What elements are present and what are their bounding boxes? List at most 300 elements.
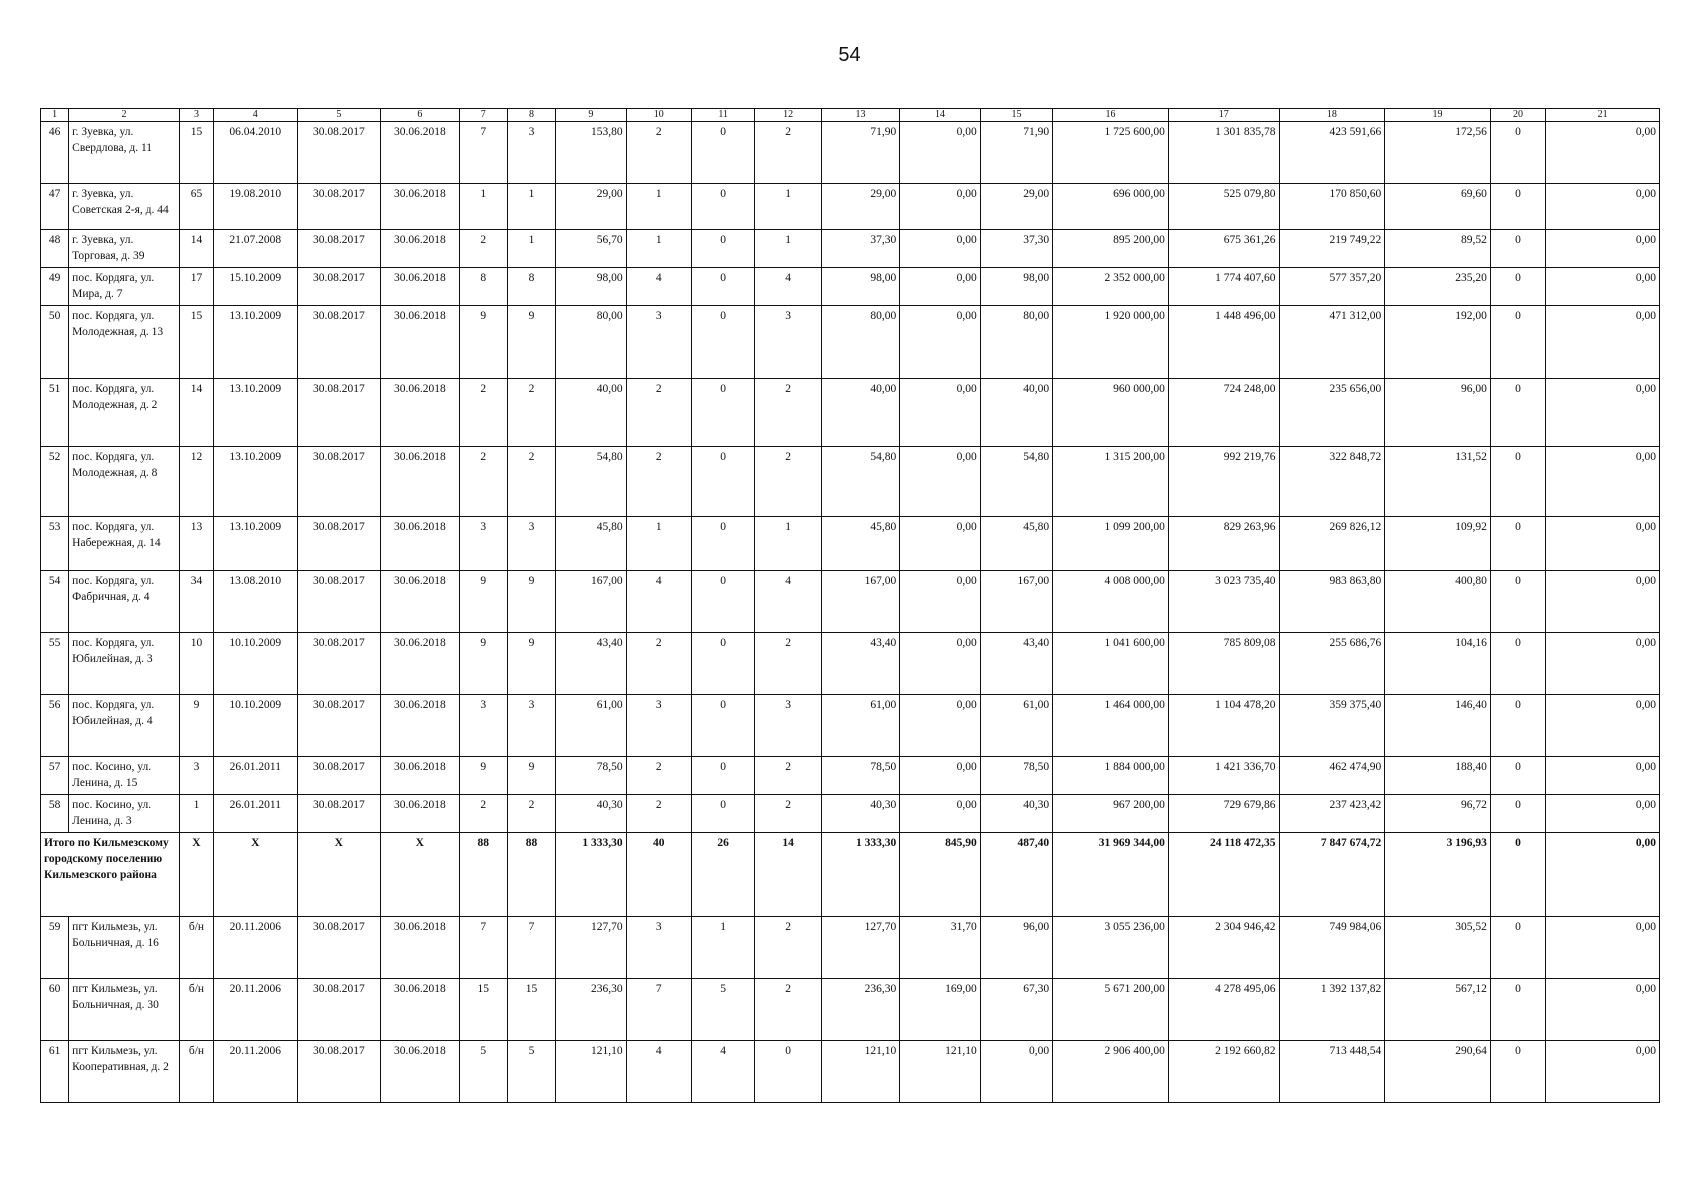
total-amount-col-19: 3 196,93: [1385, 833, 1491, 917]
count-col-7-cell: 3: [459, 517, 507, 571]
count-col-12-cell: 3: [755, 306, 821, 379]
count-col-12-cell: 2: [755, 979, 821, 1041]
count-col-7-cell: 7: [459, 917, 507, 979]
count-col-11-cell: 4: [691, 1041, 754, 1103]
commissioning-date-cell: 10.10.2009: [214, 695, 298, 757]
amount-col-21-cell: 0,00: [1546, 122, 1660, 184]
count-col-10-cell: 3: [626, 917, 691, 979]
building-number-cell: 14: [179, 230, 213, 268]
total-count-col-12: 14: [755, 833, 821, 917]
area-col-9-cell: 153,80: [556, 122, 626, 184]
count-col-8-cell: 3: [507, 695, 555, 757]
row-number-cell: 51: [41, 379, 69, 447]
date-col-6-cell: 30.06.2018: [381, 633, 459, 695]
amount-col-17-cell: 1 301 835,78: [1168, 122, 1279, 184]
count-col-8-cell: 15: [507, 979, 555, 1041]
area-col-13-cell: 71,90: [821, 122, 899, 184]
amount-col-17-cell: 729 679,86: [1168, 795, 1279, 833]
row-number-cell: 60: [41, 979, 69, 1041]
commissioning-date-cell: 13.08.2010: [214, 571, 298, 633]
total-count-col-10: 40: [626, 833, 691, 917]
area-col-9-cell: 45,80: [556, 517, 626, 571]
count-col-8-cell: 9: [507, 633, 555, 695]
amount-col-16-cell: 2 906 400,00: [1053, 1041, 1169, 1103]
count-col-8-cell: 7: [507, 917, 555, 979]
commissioning-date-cell: 21.07.2008: [214, 230, 298, 268]
count-col-10-cell: 1: [626, 517, 691, 571]
building-number-cell: 13: [179, 517, 213, 571]
date-col-6-cell: 30.06.2018: [381, 230, 459, 268]
count-col-11-cell: 0: [691, 184, 754, 230]
amount-col-18-cell: 577 357,20: [1279, 268, 1385, 306]
area-col-15-cell: 67,30: [980, 979, 1052, 1041]
count-col-12-cell: 1: [755, 184, 821, 230]
area-col-9-cell: 236,30: [556, 979, 626, 1041]
address-cell: пос. Кордяга, ул. Фабричная, д. 4: [69, 571, 180, 633]
count-col-8-cell: 9: [507, 571, 555, 633]
date-col-5-cell: 30.08.2017: [297, 695, 381, 757]
count-col-11-cell: 0: [691, 230, 754, 268]
area-col-15-cell: 40,00: [980, 379, 1052, 447]
count-col-20-cell: 0: [1490, 979, 1545, 1041]
area-col-13-cell: 43,40: [821, 633, 899, 695]
address-cell: пос. Кордяга, ул. Молодежная, д. 8: [69, 447, 180, 517]
count-col-11-cell: 5: [691, 979, 754, 1041]
amount-col-16-cell: 1 725 600,00: [1053, 122, 1169, 184]
amount-col-21-cell: 0,00: [1546, 571, 1660, 633]
area-col-14-cell: 121,10: [900, 1041, 980, 1103]
count-col-20-cell: 0: [1490, 757, 1545, 795]
address-cell: пос. Кордяга, ул. Молодежная, д. 13: [69, 306, 180, 379]
count-col-7-cell: 9: [459, 757, 507, 795]
amount-col-16-cell: 3 055 236,00: [1053, 917, 1169, 979]
amount-col-18-cell: 423 591,66: [1279, 122, 1385, 184]
amount-col-18-cell: 359 375,40: [1279, 695, 1385, 757]
area-col-14-cell: 0,00: [900, 184, 980, 230]
area-col-14-cell: 0,00: [900, 517, 980, 571]
date-col-6-cell: 30.06.2018: [381, 1041, 459, 1103]
area-col-13-cell: 45,80: [821, 517, 899, 571]
count-col-10-cell: 3: [626, 695, 691, 757]
amount-col-21-cell: 0,00: [1546, 795, 1660, 833]
amount-col-21-cell: 0,00: [1546, 1041, 1660, 1103]
amount-col-19-cell: 109,92: [1385, 517, 1491, 571]
count-col-8-cell: 1: [507, 230, 555, 268]
commissioning-date-cell: 26.01.2011: [214, 757, 298, 795]
count-col-7-cell: 1: [459, 184, 507, 230]
count-col-11-cell: 0: [691, 447, 754, 517]
commissioning-date-cell: 19.08.2010: [214, 184, 298, 230]
table-row: [41, 757, 1660, 795]
commissioning-date-cell: 26.01.2011: [214, 795, 298, 833]
building-number-cell: 12: [179, 447, 213, 517]
amount-col-19-cell: 567,12: [1385, 979, 1491, 1041]
count-col-20-cell: 0: [1490, 122, 1545, 184]
date-col-6-cell: 30.06.2018: [381, 379, 459, 447]
column-number-header: 18: [1279, 109, 1385, 122]
area-col-14-cell: 0,00: [900, 230, 980, 268]
row-number-cell: 58: [41, 795, 69, 833]
count-col-7-cell: 8: [459, 268, 507, 306]
count-col-10-cell: 2: [626, 379, 691, 447]
row-number-cell: 61: [41, 1041, 69, 1103]
building-number-cell: 10: [179, 633, 213, 695]
date-col-5-cell: 30.08.2017: [297, 633, 381, 695]
address-cell: пгт Кильмезь, ул. Больничная, д. 16: [69, 917, 180, 979]
count-col-7-cell: 7: [459, 122, 507, 184]
date-col-6-cell: 30.06.2018: [381, 571, 459, 633]
count-col-11-cell: 0: [691, 268, 754, 306]
row-number-cell: 54: [41, 571, 69, 633]
count-col-8-cell: 3: [507, 517, 555, 571]
building-number-cell: б/н: [179, 917, 213, 979]
count-col-7-cell: 2: [459, 379, 507, 447]
table-row: [41, 917, 1660, 979]
area-col-13-cell: 121,10: [821, 1041, 899, 1103]
amount-col-19-cell: 96,00: [1385, 379, 1491, 447]
table-row: [41, 795, 1660, 833]
date-col-5-cell: 30.08.2017: [297, 230, 381, 268]
amount-col-16-cell: 1 315 200,00: [1053, 447, 1169, 517]
amount-col-21-cell: 0,00: [1546, 695, 1660, 757]
row-number-cell: 46: [41, 122, 69, 184]
column-number-header: 19: [1385, 109, 1491, 122]
total-area-col-15: 487,40: [980, 833, 1052, 917]
count-col-12-cell: 2: [755, 379, 821, 447]
address-cell: г. Зуевка, ул. Торговая, д. 39: [69, 230, 180, 268]
amount-col-16-cell: 1 464 000,00: [1053, 695, 1169, 757]
area-col-15-cell: 29,00: [980, 184, 1052, 230]
total-building-number: X: [179, 833, 213, 917]
building-number-cell: б/н: [179, 1041, 213, 1103]
row-number-cell: 59: [41, 917, 69, 979]
count-col-11-cell: 0: [691, 633, 754, 695]
row-number-cell: 57: [41, 757, 69, 795]
commissioning-date-cell: 13.10.2009: [214, 517, 298, 571]
address-cell: пос. Косино, ул. Ленина, д. 15: [69, 757, 180, 795]
area-col-13-cell: 80,00: [821, 306, 899, 379]
commissioning-date-cell: 20.11.2006: [214, 1041, 298, 1103]
count-col-12-cell: 2: [755, 757, 821, 795]
count-col-20-cell: 0: [1490, 306, 1545, 379]
amount-col-16-cell: 1 920 000,00: [1053, 306, 1169, 379]
building-number-cell: 9: [179, 695, 213, 757]
date-col-6-cell: 30.06.2018: [381, 695, 459, 757]
area-col-13-cell: 29,00: [821, 184, 899, 230]
row-number-cell: 52: [41, 447, 69, 517]
area-col-15-cell: 40,30: [980, 795, 1052, 833]
area-col-15-cell: 45,80: [980, 517, 1052, 571]
amount-col-19-cell: 305,52: [1385, 917, 1491, 979]
count-col-12-cell: 2: [755, 795, 821, 833]
count-col-20-cell: 0: [1490, 571, 1545, 633]
area-col-14-cell: 0,00: [900, 379, 980, 447]
count-col-12-cell: 0: [755, 1041, 821, 1103]
date-col-6-cell: 30.06.2018: [381, 795, 459, 833]
count-col-7-cell: 2: [459, 795, 507, 833]
amount-col-21-cell: 0,00: [1546, 757, 1660, 795]
address-cell: пос. Кордяга, ул. Юбилейная, д. 4: [69, 695, 180, 757]
area-col-9-cell: 98,00: [556, 268, 626, 306]
amount-col-19-cell: 104,16: [1385, 633, 1491, 695]
count-col-20-cell: 0: [1490, 379, 1545, 447]
amount-col-18-cell: 235 656,00: [1279, 379, 1385, 447]
count-col-12-cell: 2: [755, 122, 821, 184]
count-col-11-cell: 0: [691, 517, 754, 571]
count-col-8-cell: 3: [507, 122, 555, 184]
amount-col-18-cell: 1 392 137,82: [1279, 979, 1385, 1041]
date-col-6-cell: 30.06.2018: [381, 917, 459, 979]
area-col-13-cell: 236,30: [821, 979, 899, 1041]
count-col-12-cell: 2: [755, 917, 821, 979]
column-number-header: 20: [1490, 109, 1545, 122]
count-col-8-cell: 5: [507, 1041, 555, 1103]
table-row: [41, 306, 1660, 379]
amount-col-21-cell: 0,00: [1546, 268, 1660, 306]
count-col-12-cell: 1: [755, 230, 821, 268]
area-col-9-cell: 54,80: [556, 447, 626, 517]
total-row: [41, 833, 1660, 917]
amount-col-16-cell: 967 200,00: [1053, 795, 1169, 833]
count-col-7-cell: 9: [459, 633, 507, 695]
count-col-7-cell: 3: [459, 695, 507, 757]
address-cell: пос. Кордяга, ул. Молодежная, д. 2: [69, 379, 180, 447]
table-row: [41, 230, 1660, 268]
amount-col-19-cell: 146,40: [1385, 695, 1491, 757]
column-number-header: 17: [1168, 109, 1279, 122]
area-col-13-cell: 61,00: [821, 695, 899, 757]
area-col-14-cell: 0,00: [900, 795, 980, 833]
count-col-20-cell: 0: [1490, 184, 1545, 230]
count-col-7-cell: 2: [459, 230, 507, 268]
row-number-cell: 50: [41, 306, 69, 379]
total-amount-col-17: 24 118 472,35: [1168, 833, 1279, 917]
amount-col-19-cell: 96,72: [1385, 795, 1491, 833]
commissioning-date-cell: 15.10.2009: [214, 268, 298, 306]
count-col-10-cell: 7: [626, 979, 691, 1041]
total-amount-col-16: 31 969 344,00: [1053, 833, 1169, 917]
area-col-15-cell: 71,90: [980, 122, 1052, 184]
date-col-6-cell: 30.06.2018: [381, 184, 459, 230]
area-col-13-cell: 37,30: [821, 230, 899, 268]
amount-col-21-cell: 0,00: [1546, 184, 1660, 230]
amount-col-18-cell: 471 312,00: [1279, 306, 1385, 379]
count-col-7-cell: 5: [459, 1041, 507, 1103]
count-col-20-cell: 0: [1490, 917, 1545, 979]
area-col-9-cell: 43,40: [556, 633, 626, 695]
area-col-15-cell: 0,00: [980, 1041, 1052, 1103]
area-col-14-cell: 0,00: [900, 633, 980, 695]
count-col-11-cell: 0: [691, 379, 754, 447]
amount-col-16-cell: 696 000,00: [1053, 184, 1169, 230]
amount-col-16-cell: 895 200,00: [1053, 230, 1169, 268]
amount-col-18-cell: 255 686,76: [1279, 633, 1385, 695]
page-number: 54: [838, 44, 861, 66]
date-col-5-cell: 30.08.2017: [297, 122, 381, 184]
amount-col-21-cell: 0,00: [1546, 917, 1660, 979]
total-count-col-7: 88: [459, 833, 507, 917]
address-cell: пгт Кильмезь, ул. Кооперативная, д. 2: [69, 1041, 180, 1103]
count-col-12-cell: 2: [755, 447, 821, 517]
table-row: [41, 979, 1660, 1041]
date-col-5-cell: 30.08.2017: [297, 979, 381, 1041]
column-number-header: 15: [980, 109, 1052, 122]
area-col-9-cell: 127,70: [556, 917, 626, 979]
area-col-14-cell: 0,00: [900, 447, 980, 517]
commissioning-date-cell: 20.11.2006: [214, 917, 298, 979]
column-number-header: 9: [556, 109, 626, 122]
amount-col-17-cell: 2 192 660,82: [1168, 1041, 1279, 1103]
address-cell: пгт Кильмезь, ул. Больничная, д. 30: [69, 979, 180, 1041]
address-cell: пос. Кордяга, ул. Набережная, д. 14: [69, 517, 180, 571]
building-number-cell: б/н: [179, 979, 213, 1041]
column-number-header: 1: [41, 109, 69, 122]
amount-col-17-cell: 1 448 496,00: [1168, 306, 1279, 379]
count-col-12-cell: 4: [755, 571, 821, 633]
count-col-12-cell: 2: [755, 633, 821, 695]
count-col-11-cell: 0: [691, 757, 754, 795]
column-number-header: 21: [1546, 109, 1660, 122]
total-date-col-6: X: [381, 833, 459, 917]
total-commissioning-date: X: [214, 833, 298, 917]
area-col-15-cell: 167,00: [980, 571, 1052, 633]
date-col-5-cell: 30.08.2017: [297, 447, 381, 517]
amount-col-16-cell: 2 352 000,00: [1053, 268, 1169, 306]
amount-col-19-cell: 290,64: [1385, 1041, 1491, 1103]
amount-col-19-cell: 400,80: [1385, 571, 1491, 633]
area-col-15-cell: 61,00: [980, 695, 1052, 757]
amount-col-16-cell: 1 884 000,00: [1053, 757, 1169, 795]
total-count-col-20: 0: [1490, 833, 1545, 917]
table-row: [41, 517, 1660, 571]
area-col-15-cell: 78,50: [980, 757, 1052, 795]
column-number-header: 4: [214, 109, 298, 122]
count-col-20-cell: 0: [1490, 633, 1545, 695]
count-col-11-cell: 0: [691, 306, 754, 379]
area-col-13-cell: 127,70: [821, 917, 899, 979]
row-number-cell: 56: [41, 695, 69, 757]
building-number-cell: 3: [179, 757, 213, 795]
area-col-15-cell: 96,00: [980, 917, 1052, 979]
building-number-cell: 14: [179, 379, 213, 447]
count-col-10-cell: 1: [626, 184, 691, 230]
area-col-13-cell: 40,30: [821, 795, 899, 833]
amount-col-19-cell: 235,20: [1385, 268, 1491, 306]
count-col-10-cell: 4: [626, 571, 691, 633]
area-col-15-cell: 54,80: [980, 447, 1052, 517]
amount-col-21-cell: 0,00: [1546, 306, 1660, 379]
area-col-13-cell: 78,50: [821, 757, 899, 795]
table-row: [41, 633, 1660, 695]
area-col-14-cell: 0,00: [900, 757, 980, 795]
building-number-cell: 17: [179, 268, 213, 306]
commissioning-date-cell: 13.10.2009: [214, 379, 298, 447]
count-col-20-cell: 0: [1490, 795, 1545, 833]
area-col-9-cell: 40,00: [556, 379, 626, 447]
date-col-5-cell: 30.08.2017: [297, 306, 381, 379]
count-col-20-cell: 0: [1490, 268, 1545, 306]
total-amount-col-21: 0,00: [1546, 833, 1660, 917]
count-col-12-cell: 3: [755, 695, 821, 757]
area-col-13-cell: 98,00: [821, 268, 899, 306]
row-number-cell: 49: [41, 268, 69, 306]
amount-col-17-cell: 785 809,08: [1168, 633, 1279, 695]
building-number-cell: 15: [179, 306, 213, 379]
table-row: [41, 122, 1660, 184]
commissioning-date-cell: 20.11.2006: [214, 979, 298, 1041]
building-number-cell: 65: [179, 184, 213, 230]
area-col-13-cell: 167,00: [821, 571, 899, 633]
table-row: [41, 447, 1660, 517]
area-col-14-cell: 0,00: [900, 122, 980, 184]
address-cell: пос. Косино, ул. Ленина, д. 3: [69, 795, 180, 833]
amount-col-18-cell: 269 826,12: [1279, 517, 1385, 571]
area-col-14-cell: 31,70: [900, 917, 980, 979]
count-col-12-cell: 4: [755, 268, 821, 306]
date-col-5-cell: 30.08.2017: [297, 571, 381, 633]
count-col-11-cell: 0: [691, 695, 754, 757]
area-col-13-cell: 54,80: [821, 447, 899, 517]
area-col-14-cell: 0,00: [900, 571, 980, 633]
date-col-5-cell: 30.08.2017: [297, 795, 381, 833]
count-col-10-cell: 1: [626, 230, 691, 268]
count-col-7-cell: 9: [459, 571, 507, 633]
total-count-col-8: 88: [507, 833, 555, 917]
area-col-14-cell: 169,00: [900, 979, 980, 1041]
column-number-header: 5: [297, 109, 381, 122]
housing-registry-table: [40, 108, 1660, 1103]
total-count-col-11: 26: [691, 833, 754, 917]
count-col-7-cell: 2: [459, 447, 507, 517]
count-col-8-cell: 2: [507, 795, 555, 833]
count-col-11-cell: 0: [691, 122, 754, 184]
area-col-9-cell: 29,00: [556, 184, 626, 230]
table-row: [41, 571, 1660, 633]
address-cell: пос. Кордяга, ул. Юбилейная, д. 3: [69, 633, 180, 695]
area-col-9-cell: 167,00: [556, 571, 626, 633]
building-number-cell: 34: [179, 571, 213, 633]
amount-col-17-cell: 2 304 946,42: [1168, 917, 1279, 979]
date-col-5-cell: 30.08.2017: [297, 268, 381, 306]
amount-col-21-cell: 0,00: [1546, 447, 1660, 517]
count-col-8-cell: 9: [507, 757, 555, 795]
table-row: [41, 695, 1660, 757]
area-col-9-cell: 61,00: [556, 695, 626, 757]
column-number-header-row: [41, 109, 1660, 122]
building-number-cell: 1: [179, 795, 213, 833]
commissioning-date-cell: 10.10.2009: [214, 633, 298, 695]
area-col-15-cell: 43,40: [980, 633, 1052, 695]
area-col-15-cell: 98,00: [980, 268, 1052, 306]
amount-col-17-cell: 1 421 336,70: [1168, 757, 1279, 795]
column-number-header: 13: [821, 109, 899, 122]
count-col-10-cell: 2: [626, 447, 691, 517]
area-col-14-cell: 0,00: [900, 306, 980, 379]
count-col-12-cell: 1: [755, 517, 821, 571]
count-col-20-cell: 0: [1490, 1041, 1545, 1103]
column-number-header: 12: [755, 109, 821, 122]
date-col-5-cell: 30.08.2017: [297, 917, 381, 979]
count-col-10-cell: 2: [626, 122, 691, 184]
count-col-20-cell: 0: [1490, 517, 1545, 571]
count-col-10-cell: 4: [626, 1041, 691, 1103]
amount-col-18-cell: 322 848,72: [1279, 447, 1385, 517]
row-number-cell: 55: [41, 633, 69, 695]
area-col-15-cell: 80,00: [980, 306, 1052, 379]
address-cell: г. Зуевка, ул. Свердлова, д. 11: [69, 122, 180, 184]
total-area-col-13: 1 333,30: [821, 833, 899, 917]
table-row: [41, 184, 1660, 230]
